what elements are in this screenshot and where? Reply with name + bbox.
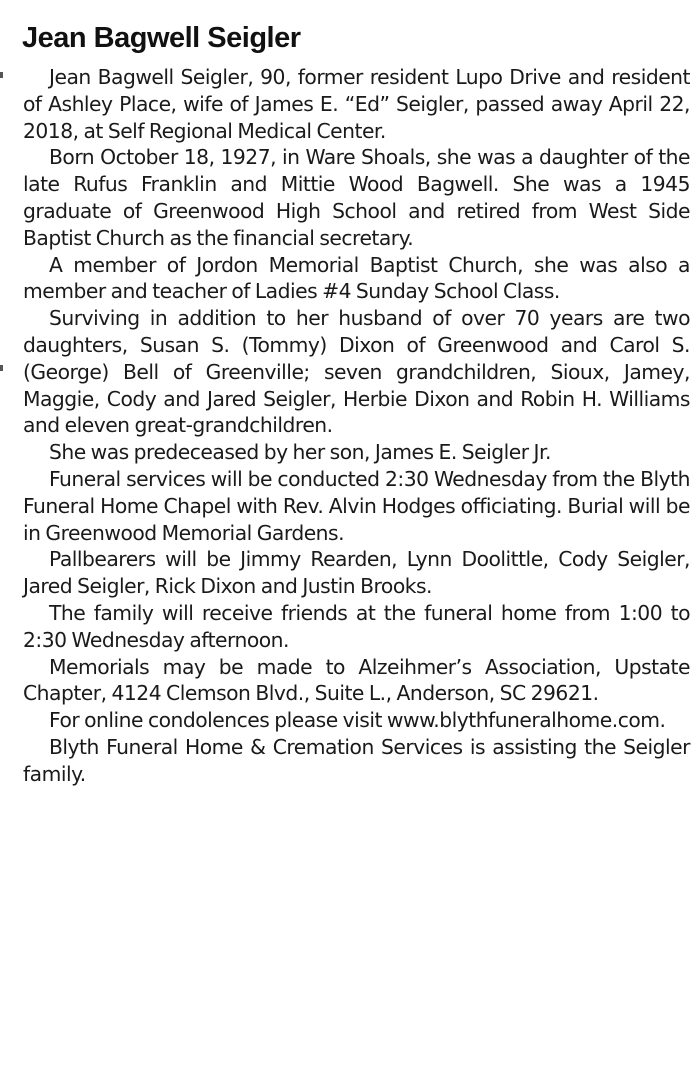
scan-edge-mark xyxy=(0,365,3,371)
scan-edge-mark xyxy=(0,72,3,78)
paragraph-church-membership: A member of Jordon Memorial Baptist Church, she was also a member and teacher of Ladies #4 Sunday School Class. xyxy=(23,252,690,304)
obituary-body xyxy=(23,64,690,788)
paragraph-predeceased: She was predeceased by her son, James E. Seigler Jr. xyxy=(49,440,551,465)
paragraph-funeral-services: Funeral services will be conducted 2:30 Wednesday from the Blyth Funeral Home Chapel with Rev. Alvin Hodges officiating. Burial will be in Greenwood Memorial Gardens. xyxy=(23,466,690,545)
paragraph-death-notice: Jean Bagwell Seigler, 90, former resident Lupo Drive and resident of Ashley Place, wife of James E. “Ed” Seigler, passed away April 22, 2018, at Self Regional Medical Center. xyxy=(23,65,690,143)
paragraph-birth-and-career: Born October 18, 1927, in Ware Shoals, she was a daughter of the late Rufus Franklin and Mittie Wood Bagwell. She was a 1945 graduate of Greenwood High School and retired from West Side Baptist Church as the financial secretary. xyxy=(23,145,690,250)
paragraph-condolences: For online condolences please visit www.blythfuneralhome.com. xyxy=(49,708,666,733)
paragraph-pallbearers: Pallbearers will be Jimmy Rearden, Lynn Doolittle, Cody Seigler, Jared Seigler, Rick Dixon and Justin Brooks. xyxy=(23,547,690,599)
paragraph-memorials: Memorials may be made to Alzeihmer’s Association, Upstate Chapter, 4124 Clemson Blvd., Suite L., Anderson, SC 29621. xyxy=(23,654,690,706)
obituary-title: Jean Bagwell Seigler xyxy=(22,22,301,54)
paragraph-survivors: Surviving in addition to her husband of over 70 years are two daughters, Susan S. (Tommy) Dixon of Greenwood and Carol S. (George) Bell of Greenville; seven grandchildren, Sioux, Jamey, Maggie, Cody and Jared Seigler, Herbie Dixon and Robin H. Williams and eleven great-grandchildren. xyxy=(23,306,690,438)
paragraph-funeral-home: Blyth Funeral Home & Cremation Services is assisting the Seigler family. xyxy=(23,734,690,786)
paragraph-visitation: The family will receive friends at the funeral home from 1:00 to 2:30 Wednesday afternoon. xyxy=(23,600,690,652)
